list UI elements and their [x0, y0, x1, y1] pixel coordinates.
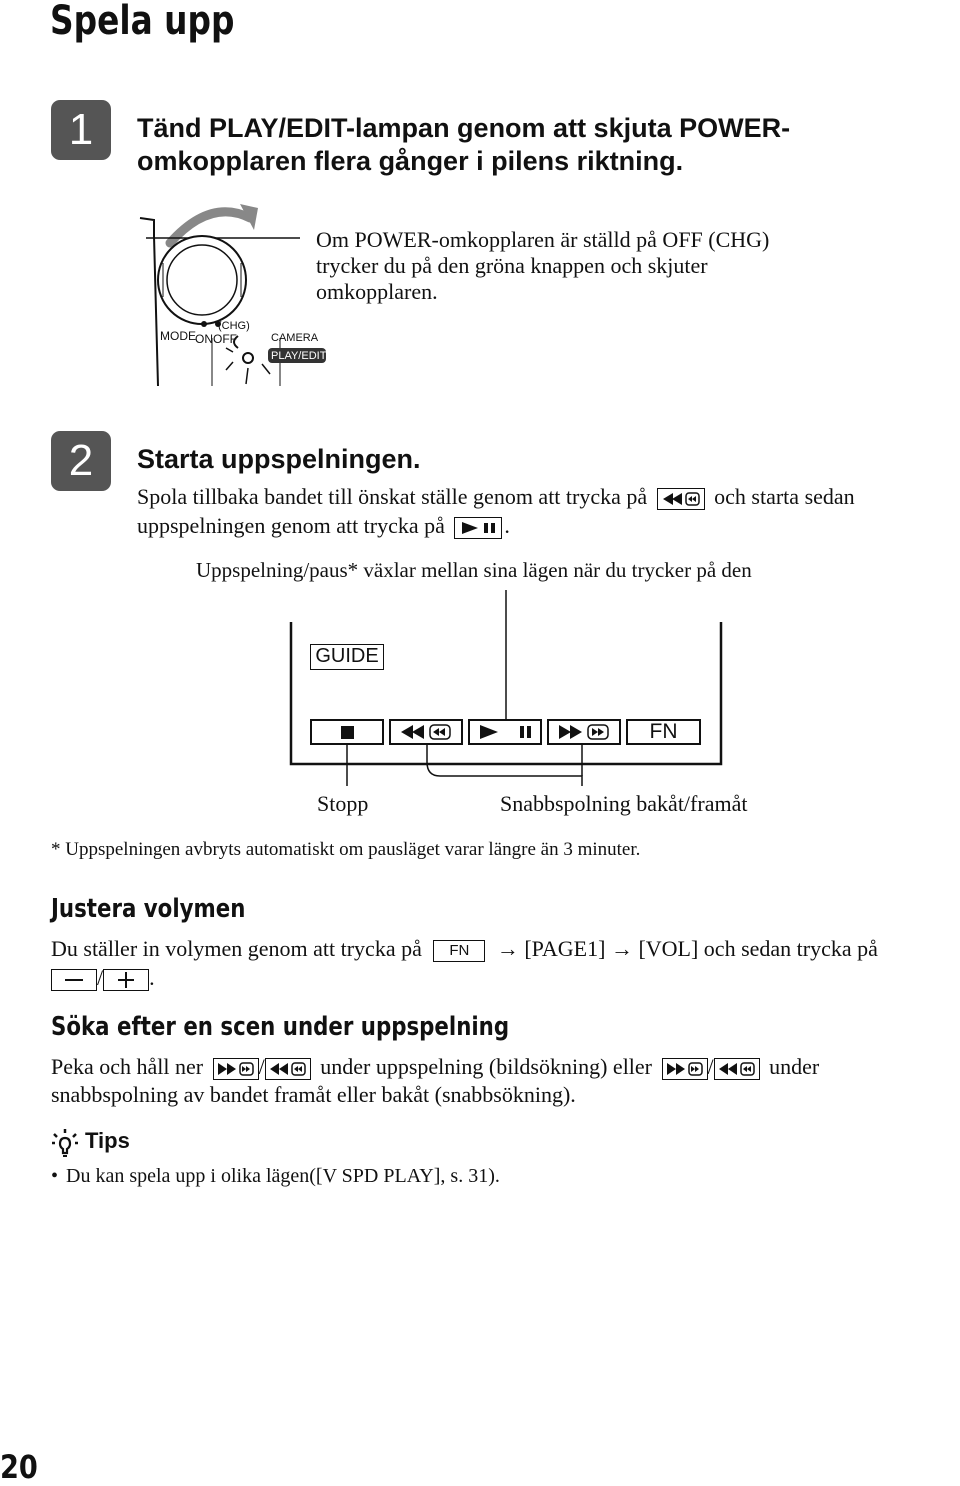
step-1-note-line3: omkopplaren. — [316, 279, 438, 304]
step-1-badge: 1 — [51, 100, 111, 160]
fast-forward-icon — [549, 721, 619, 743]
step-1-title-line1: Tänd PLAY/EDIT-lampan genom att skjuta POWER- — [137, 113, 791, 143]
arrow-icon: → — [496, 936, 519, 961]
dial-label-play-edit: PLAY/EDIT — [271, 350, 327, 362]
step-2-title: Starta uppspelningen. — [137, 444, 421, 474]
page1-label: [PAGE1] — [524, 936, 606, 961]
search-line1-text-c: under — [769, 1054, 820, 1079]
play-pause-button[interactable] — [468, 719, 542, 745]
volume-slash: / — [97, 965, 104, 990]
volume-period: . — [149, 965, 155, 990]
lcd-screen-illustration — [280, 586, 740, 786]
tips-bullet — [51, 1162, 500, 1190]
dial-label-chg: (CHG) — [218, 320, 250, 332]
lightbulb-icon — [51, 1128, 79, 1158]
rewind-key-icon — [657, 488, 705, 510]
volume-heading: Justera volymen — [51, 894, 246, 924]
step-2-line1 — [137, 483, 855, 511]
search-line1 — [51, 1053, 819, 1081]
tips-bullet-text: Du kan spela upp i olika lägen([V SPD PLAY], s. 31). — [66, 1165, 500, 1187]
step-2-line2-period: . — [504, 513, 510, 538]
play-pause-callout: Uppspelning/paus* växlar mellan sina lägen när du trycker på den — [196, 558, 752, 582]
step-1-note-line2: trycker du på den gröna knappen och skjuter — [316, 253, 708, 278]
dial-label-on: ON — [195, 332, 213, 346]
page-number: 20 — [0, 1448, 38, 1486]
vol-label: [VOL] och sedan trycka på — [638, 936, 878, 961]
ff-key-icon — [213, 1058, 259, 1080]
guide-button[interactable]: GUIDE — [310, 644, 384, 670]
dial-label-camera: CAMERA — [271, 332, 319, 344]
step-2-line1-text: Spola tillbaka bandet till önskat ställe genom att trycka på — [137, 484, 648, 509]
stop-button[interactable] — [310, 719, 384, 745]
dial-label-off: OFF — [213, 332, 237, 346]
search-heading: Söka efter en scen under uppspelning — [51, 1012, 510, 1042]
search-slash-1: / — [258, 1054, 265, 1079]
tips-heading: Tips — [85, 1128, 130, 1153]
search-line2: snabbspolning av bandet framåt eller bakåt (snabbsökning). — [51, 1082, 576, 1107]
rewind-icon — [391, 721, 461, 743]
rew-key-icon — [265, 1058, 311, 1080]
play-pause-icon — [470, 721, 540, 743]
volume-line2 — [51, 964, 155, 992]
minus-key-icon — [51, 969, 97, 991]
step-2-badge: 2 — [51, 431, 111, 491]
fast-forward-button[interactable] — [547, 719, 621, 745]
search-line1-text: Peka och håll ner — [51, 1054, 204, 1079]
search-slash-2: / — [707, 1054, 714, 1079]
volume-line1-text: Du ställer in volymen genom att trycka på — [51, 936, 422, 961]
rew-key-icon-2 — [714, 1058, 760, 1080]
fn-button[interactable]: FN — [626, 719, 701, 745]
page-title: Spela upp — [50, 0, 235, 44]
step-1-title-line2: omkopplaren flera gånger i pilens riktning. — [137, 146, 684, 176]
dial-label-mode: MODE — [160, 329, 196, 343]
step-1-note-line1: Om POWER-omkopplaren är ställd på OFF (CHG) — [316, 227, 770, 252]
volume-line1 — [51, 935, 878, 963]
ff-key-icon-2 — [662, 1058, 708, 1080]
search-line1-text-b: under uppspelning (bildsökning) eller — [320, 1054, 653, 1079]
ff-rew-label: Snabbspolning bakåt/framåt — [500, 791, 748, 816]
arrow-icon-2: → — [610, 936, 633, 961]
fn-key-icon: FN — [433, 940, 485, 962]
play-pause-key-icon — [454, 517, 502, 539]
bullet-icon: • — [51, 1165, 59, 1187]
stop-icon — [341, 726, 354, 739]
rewind-button[interactable] — [389, 719, 463, 745]
plus-key-icon — [103, 969, 149, 991]
stop-label: Stopp — [317, 791, 369, 816]
step-2-line1-text-b: och starta sedan — [714, 484, 855, 509]
step-2-line2-text: uppspelningen genom att trycka på — [137, 513, 445, 538]
footnote: * Uppspelningen avbryts automatiskt om pausläget varar längre än 3 minuter. — [51, 839, 641, 860]
step-2-line2 — [137, 512, 510, 540]
